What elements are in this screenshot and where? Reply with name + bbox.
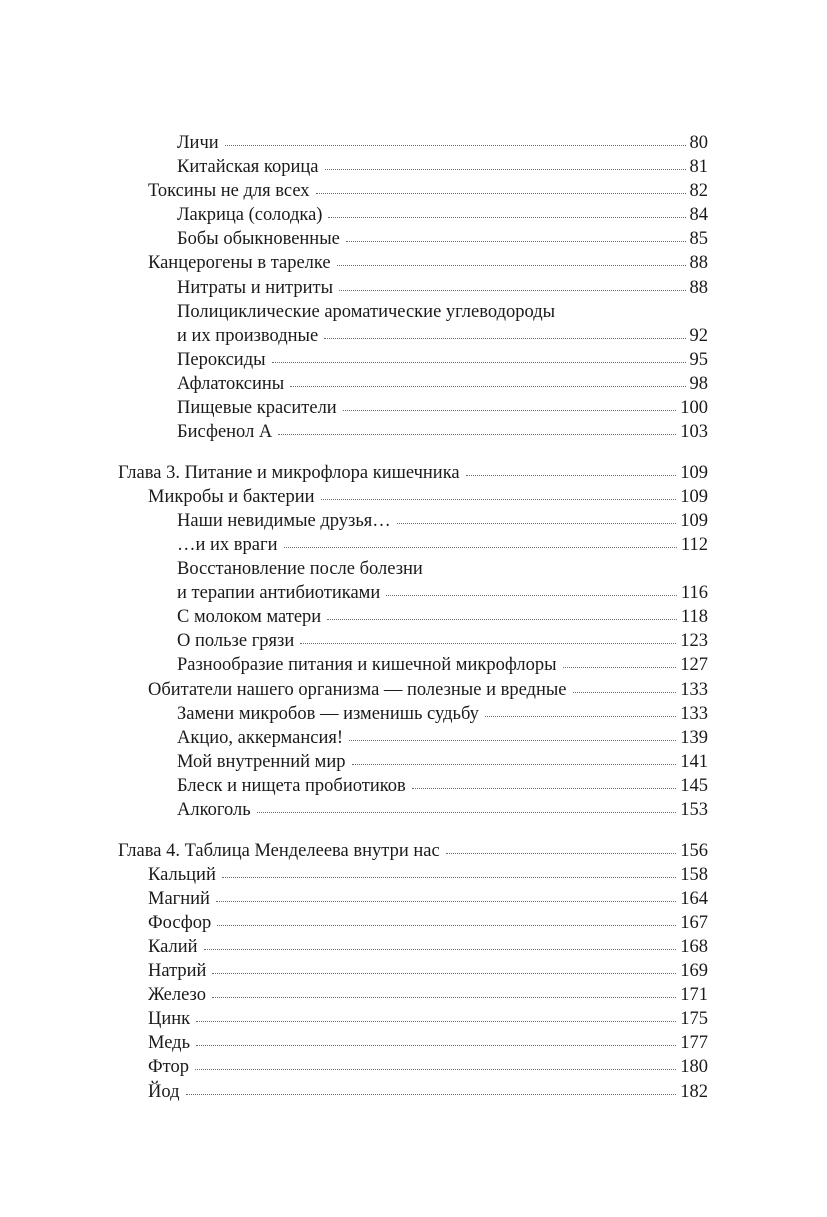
- toc-section-entry[interactable]: [148, 983, 708, 1007]
- toc-section-entry[interactable]: [148, 251, 708, 275]
- toc-subsection-entry[interactable]: [177, 533, 708, 557]
- toc-section-entry[interactable]: [148, 863, 708, 887]
- toc-page-number: 167: [680, 912, 708, 933]
- toc-subsection-entry[interactable]: [177, 726, 708, 750]
- toc-page-number: 175: [680, 1009, 708, 1030]
- toc-subsection-entry[interactable]: [177, 276, 708, 300]
- toc-chapter-entry[interactable]: [118, 461, 708, 485]
- toc-page-number: 81: [689, 157, 708, 178]
- dot-leader: [316, 193, 686, 194]
- dot-leader: [257, 812, 677, 813]
- toc-entry-title: Разнообразие питания и кишечной микрофлоры: [177, 655, 557, 676]
- toc-page-number: 171: [680, 985, 708, 1006]
- toc-entry-title: Китайская корица: [177, 157, 319, 178]
- toc-page-number: 109: [680, 510, 708, 531]
- toc-subsection-entry[interactable]: [177, 348, 708, 372]
- toc-section-entry[interactable]: [148, 911, 708, 935]
- toc-subsection-entry[interactable]: [177, 605, 708, 629]
- toc-entry-title: Канцерогены в тарелке: [148, 253, 331, 274]
- toc-subsection-entry[interactable]: [177, 702, 708, 726]
- toc-entry-title: Акцио, аккермансия!: [177, 727, 344, 748]
- toc-section-entry[interactable]: [148, 959, 708, 983]
- toc-page-number: 95: [689, 349, 708, 370]
- dot-leader: [217, 925, 676, 926]
- toc-entry-title: Медь: [148, 1033, 191, 1054]
- toc-entry-title: Пероксиды: [177, 349, 266, 370]
- toc-entry-title: Магний: [148, 888, 210, 909]
- dot-leader: [290, 386, 685, 387]
- toc-chapter-entry[interactable]: [118, 839, 708, 863]
- toc-page-number: 109: [680, 486, 708, 507]
- toc-subsection-entry[interactable]: [177, 629, 708, 653]
- dot-leader: [573, 692, 677, 693]
- toc-entry-title: …и их враги: [177, 535, 278, 555]
- dot-leader: [222, 877, 676, 878]
- dot-leader: [284, 547, 677, 548]
- toc-entry-title: Токсины не для всех: [148, 181, 310, 202]
- toc-subsection-entry[interactable]: [177, 798, 708, 822]
- dot-leader: [563, 667, 677, 668]
- toc-entry-title: Бобы обыкновенные: [177, 229, 340, 250]
- toc-entry-title: Глава 4. Таблица Менделеева внутри нас: [118, 840, 440, 861]
- toc-page-number: 158: [680, 864, 708, 885]
- toc-page-number: 109: [680, 462, 708, 483]
- toc-subsection-entry[interactable]: [177, 581, 708, 605]
- dot-leader: [196, 1045, 676, 1046]
- toc-page-number: 80: [689, 133, 708, 153]
- dot-leader: [337, 265, 686, 266]
- dot-leader: [216, 901, 676, 902]
- dot-leader: [225, 145, 686, 146]
- toc-page-number: 133: [680, 703, 708, 724]
- toc-entry-title: Блеск и нищета пробиотиков: [177, 775, 406, 796]
- toc-section-entry[interactable]: [148, 485, 708, 509]
- toc-page-number: 141: [680, 751, 708, 772]
- toc-subsection-entry[interactable]: [177, 509, 708, 533]
- dot-leader: [324, 338, 685, 339]
- toc-entry-title: Лакрица (солодка): [177, 205, 323, 226]
- toc-page-number: 145: [680, 775, 708, 796]
- toc-page-number: 127: [680, 655, 708, 676]
- toc-section-entry[interactable]: [148, 1080, 708, 1104]
- dot-leader: [343, 410, 677, 411]
- toc-page-number: 88: [689, 253, 708, 274]
- toc-section-entry[interactable]: [148, 887, 708, 911]
- toc-page-number: 139: [680, 727, 708, 748]
- toc-page-number: 84: [689, 205, 708, 226]
- toc-entry-title: Пищевые красители: [177, 398, 337, 419]
- toc-page-number: 92: [689, 325, 708, 346]
- toc-page-number: 118: [680, 607, 708, 628]
- toc-subsection-entry[interactable]: [177, 420, 708, 444]
- toc-entry-title: Мой внутренний мир: [177, 751, 346, 772]
- toc-subsection-entry[interactable]: [177, 557, 708, 581]
- dot-leader: [195, 1069, 676, 1070]
- toc-subsection-entry[interactable]: [177, 300, 708, 324]
- toc-section-entry[interactable]: [148, 1031, 708, 1055]
- toc-list: [0, 131, 827, 1104]
- table-of-contents-page: [0, 131, 827, 1104]
- toc-entry-title: Нитраты и нитриты: [177, 277, 333, 298]
- toc-entry-title: Фосфор: [148, 912, 212, 933]
- toc-section-entry[interactable]: [148, 1055, 708, 1079]
- toc-subsection-entry[interactable]: [177, 653, 708, 677]
- toc-subsection-entry[interactable]: [177, 227, 708, 251]
- toc-entry-title: Натрий: [148, 961, 207, 982]
- dot-leader: [352, 764, 677, 765]
- toc-section-entry[interactable]: [148, 1007, 708, 1031]
- toc-entry-title: С молоком матери: [177, 607, 322, 628]
- toc-entry-title: Калий: [148, 937, 198, 957]
- toc-entry-title: Йод: [148, 1081, 180, 1102]
- toc-subsection-entry[interactable]: [177, 774, 708, 798]
- toc-entry-title: Глава 3. Питание и микрофлора кишечника: [118, 462, 460, 483]
- toc-page-number: 177: [680, 1033, 708, 1054]
- toc-entry-title: Кальций: [148, 864, 216, 885]
- dot-leader: [272, 362, 686, 363]
- toc-page-number: 88: [689, 277, 708, 298]
- toc-page-number: 164: [680, 888, 708, 909]
- toc-entry-title: О пользе грязи: [177, 631, 295, 652]
- dot-leader: [212, 997, 676, 998]
- toc-page-number: 112: [680, 535, 708, 555]
- toc-entry-title: Наши невидимые друзья…: [177, 510, 391, 531]
- toc-entry-title: Полициклические ароматические углеводороды: [177, 301, 556, 322]
- dot-leader: [346, 241, 686, 242]
- toc-entry-title: Цинк: [148, 1009, 191, 1030]
- toc-entry-title: Микробы и бактерии: [148, 486, 315, 507]
- dot-leader: [278, 434, 676, 435]
- toc-page-number: 98: [689, 373, 708, 394]
- dot-leader: [325, 169, 686, 170]
- dot-leader: [186, 1094, 677, 1095]
- dot-leader: [327, 619, 677, 620]
- dot-leader: [196, 1021, 676, 1022]
- toc-page-number: 100: [680, 398, 708, 419]
- toc-page-number: 85: [689, 229, 708, 250]
- toc-page-number: 153: [680, 800, 708, 821]
- toc-page-number: 133: [680, 679, 708, 700]
- toc-page-number: 103: [680, 422, 708, 443]
- toc-entry-title: Фтор: [148, 1057, 189, 1078]
- toc-entry-title: Железо: [148, 985, 206, 1006]
- toc-page-number: 116: [680, 583, 708, 604]
- toc-page-number: 182: [680, 1081, 708, 1102]
- toc-page-number: 123: [680, 631, 708, 652]
- toc-entry-title: и их производные: [177, 325, 319, 346]
- toc-subsection-entry[interactable]: [177, 324, 708, 348]
- dot-leader: [446, 853, 677, 854]
- dot-leader: [204, 949, 677, 950]
- toc-entry-title: Замени микробов — изменишь судьбу: [177, 703, 479, 724]
- toc-section-entry[interactable]: [148, 179, 708, 203]
- dot-leader: [349, 740, 676, 741]
- dot-leader: [321, 499, 677, 500]
- toc-page-number: 82: [689, 181, 708, 202]
- toc-subsection-entry[interactable]: [177, 131, 708, 155]
- dot-leader: [300, 643, 676, 644]
- toc-subsection-entry[interactable]: [177, 750, 708, 774]
- toc-entry-title: и терапии антибиотиками: [177, 583, 381, 604]
- toc-entry-title: Бисфенол А: [177, 422, 273, 443]
- dot-leader: [386, 595, 677, 596]
- toc-entry-title: Обитатели нашего организма — полезные и вредные: [148, 679, 567, 700]
- toc-page-number: 156: [680, 840, 708, 861]
- dot-leader: [466, 475, 677, 476]
- toc-subsection-entry[interactable]: [177, 372, 708, 396]
- toc-entry-title: Восстановление после болезни: [177, 559, 423, 580]
- dot-leader: [397, 523, 676, 524]
- dot-leader: [212, 973, 676, 974]
- dot-leader: [412, 788, 676, 789]
- toc-entry-title: Алкоголь: [177, 800, 251, 821]
- toc-section-entry[interactable]: [148, 678, 708, 702]
- toc-page-number: 169: [680, 961, 708, 982]
- toc-subsection-entry[interactable]: [177, 396, 708, 420]
- toc-page-number: 168: [680, 937, 708, 957]
- dot-leader: [485, 716, 676, 717]
- toc-subsection-entry[interactable]: [177, 203, 708, 227]
- toc-section-entry[interactable]: [148, 935, 708, 959]
- dot-leader: [339, 290, 686, 291]
- toc-entry-title: Афлатоксины: [177, 373, 285, 394]
- dot-leader: [328, 217, 685, 218]
- toc-entry-title: Личи: [177, 133, 219, 153]
- toc-page-number: 180: [680, 1057, 708, 1078]
- toc-subsection-entry[interactable]: [177, 155, 708, 179]
